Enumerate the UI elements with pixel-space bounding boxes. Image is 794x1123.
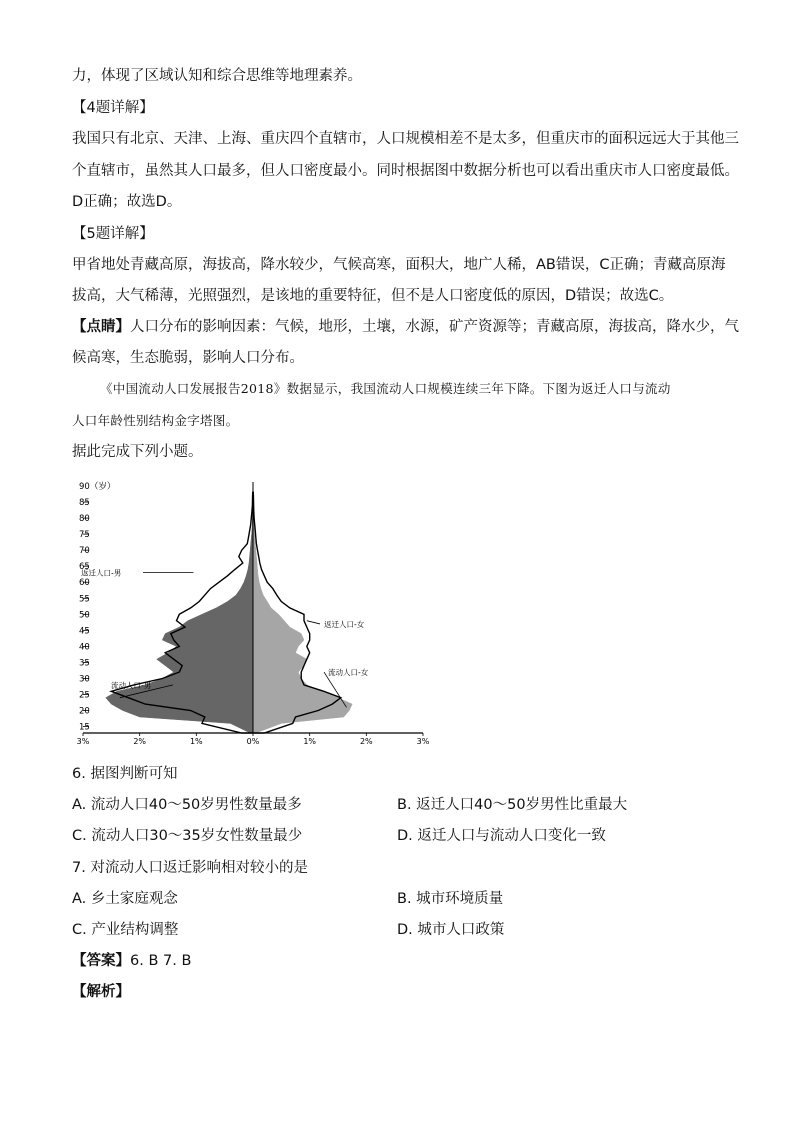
paragraph-line: D正确；故选D。 [72, 194, 182, 210]
y-tick-label: 60 [79, 578, 90, 589]
q6-option-c[interactable]: C. 流动人口30～35岁女性数量最少 [72, 828, 303, 844]
series-label: 流动人口-女 [328, 668, 369, 678]
paragraph-line: 候高寒，生态脆弱，影响人口分布。 [72, 350, 304, 366]
tip-label: 【点睛】 [72, 319, 130, 335]
y-tick-label: 70 [79, 546, 90, 557]
q6-option-a[interactable]: A. 流动人口40～50岁男性数量最多 [72, 797, 302, 813]
intro-line: 《中国流动人口发展报告2018》数据显示，我国流动人口规模连续三年下降。下图为返迁人口与流动 [100, 381, 671, 396]
q6-option-d[interactable]: D. 返迁人口与流动人口变化一致 [397, 828, 606, 844]
y-tick-label: 80 [79, 514, 90, 525]
paragraph-line: 个直辖市，虽然其人口最多，但人口密度最小。同时根据图中数据分析也可以看出重庆市人口密度最低。 [72, 163, 739, 179]
intro-line: 人口年龄性别结构金字塔图。 [72, 413, 239, 428]
series-label: 流动人口-男 [111, 680, 152, 690]
x-tick-label: 2% [359, 737, 373, 746]
question-6-stem: 6. 据图判断可知 [72, 766, 178, 782]
y-tick-label: 45 [79, 626, 90, 637]
y-tick-label: 40 [79, 642, 90, 653]
x-tick-label: 1% [189, 737, 203, 746]
q6-option-b[interactable]: B. 返迁人口40～50岁男性比重最大 [397, 797, 628, 813]
q7-option-c[interactable]: C. 产业结构调整 [72, 922, 179, 938]
intro-line: 据此完成下列小题。 [72, 444, 203, 460]
y-tick-label: 50 [79, 610, 90, 621]
y-tick-label: 85 [79, 498, 90, 509]
y-tick-label: 20 [79, 706, 90, 717]
paragraph-line: 甲省地处青藏高原，海拔高，降水较少，气候高寒，面积大，地广人稀，AB错误，C正确；青藏高原海 [72, 257, 726, 273]
answer-text: 6. B 7. B [130, 953, 192, 969]
series-label: 返迁人口-男 [81, 568, 122, 578]
paragraph-line: 力，体现了区域认知和综合思维等地理素养。 [72, 68, 362, 84]
q7-option-a[interactable]: A. 乡土家庭观念 [72, 891, 178, 907]
y-tick-label: 35 [79, 658, 90, 669]
y-axis-label: 90（岁） [79, 482, 116, 492]
tip-text: 人口分布的影响因素：气候，地形，土壤，水源，矿产资源等；青藏高原，海拔高，降水少，气 [130, 319, 739, 335]
y-tick-label: 55 [79, 594, 90, 605]
q7-option-d[interactable]: D. 城市人口政策 [397, 922, 505, 938]
x-tick-label: 1% [303, 737, 317, 746]
leader-line [307, 621, 320, 624]
tip-paragraph [72, 317, 739, 337]
y-tick-label: 65 [79, 562, 90, 573]
paragraph-line: 拔高，大气稀薄，光照强烈，是该地的重要特征，但不是人口密度低的原因，D错误；故选C。 [72, 288, 674, 304]
y-tick-label: 30 [79, 674, 90, 685]
y-tick-label: 15 [79, 722, 90, 733]
population-pyramid-chart [72, 474, 432, 746]
x-tick-label: 0% [246, 737, 260, 746]
q7-option-b[interactable]: B. 城市环境质量 [397, 891, 504, 907]
x-tick-label: 2% [133, 737, 147, 746]
y-tick-label: 25 [79, 690, 90, 701]
section-heading-q5: 【5题详解】 [72, 226, 154, 242]
paragraph-line: 我国只有北京、天津、上海、重庆四个直辖市，人口规模相差不是太多，但重庆市的面积远远大于其他三 [72, 131, 739, 147]
answer-line [72, 951, 191, 971]
x-tick-label: 3% [416, 737, 430, 746]
x-tick-label: 3% [76, 737, 90, 746]
answer-label: 【答案】 [72, 953, 130, 969]
analysis-heading: 【解析】 [72, 984, 130, 1000]
series-label: 返迁人口-女 [324, 619, 365, 629]
y-tick-label: 75 [79, 530, 90, 541]
question-7-stem: 7. 对流动人口返迁影响相对较小的是 [72, 860, 308, 876]
section-heading-q4: 【4题详解】 [72, 100, 154, 116]
